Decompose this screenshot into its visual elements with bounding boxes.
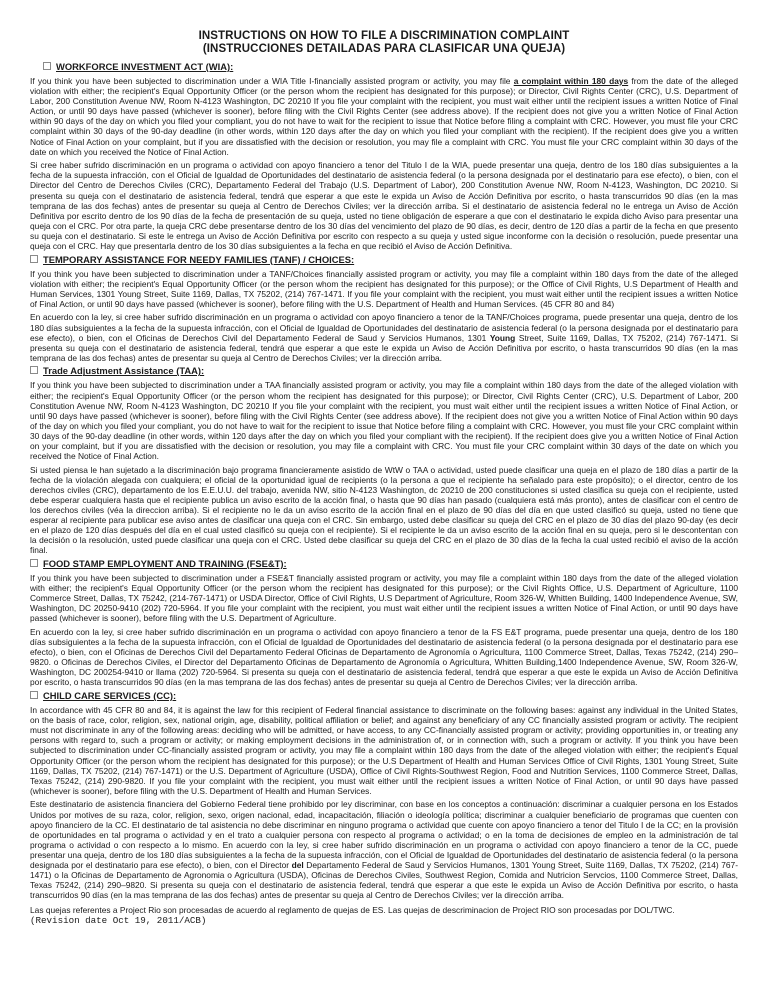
checkbox-icon[interactable]: [43, 62, 51, 70]
section-tanf: [30, 255, 738, 363]
section-heading-wia: [30, 62, 738, 73]
section-taa-paragraph-1: If you think you have been subjected to discrimination under a TAA financially assisted program or activity, you may file a complaint within 180 days from the date of the alleged violation with either; the recipient's Equal Opportunity Officer (or the person whom the recipient has designated for this purpose); or Director, Civil Rights Center (CRC), U.S. Department of Labor, 200 Constitution Avenue NW, Room N-4123 Washington, DC 20210 If you file your complaint with the recipient, you must wait either until the recipient issues a written Notice of Final Action, or until 90 days have passed (whichever is sooner), before filing with the Civil Rights Center (see address above). If the recipient does not give you a written Notice of Final Action within 90 days of the day on which you filed your compliant, you do not have to wait for the recipient to issue that Notice before filing a complaint with CRC. However, you must file your CRC complaint within 30 days of the 90-day deadline (in other words, within 120 days after the day on which you filed your compliant with the recipient). If the recipient does give you a written Notice of Final Action on your complaint, but if you are dissatisfied with the decision or resolution, you may file a complaint with CRC. You must file your CRC complaint within 30 days of the date on which you received the Notice of Final Action.: [30, 380, 738, 462]
sections: [30, 62, 738, 900]
document-title: [30, 30, 738, 56]
section-title: WORKFORCE INVESTMENT ACT (WIA):: [56, 61, 234, 72]
checkbox-icon[interactable]: [30, 255, 38, 263]
section-cc-paragraph-1: In accordance with 45 CFR 80 and 84, it is against the law for this recipient of Federal financial assistance to discriminate on the following bases: against any individual in the United States, on the basis of race, color, religion, sex, national origin, age, disability, political affiliation or belief; and against any beneficiary of any CC financially assisted program or activity. The recipient must not discriminate in any of the following areas: deciding who will be admitted, or have access, to any CC-financially assisted program or activity; providing opportunities in, or treating any persons with regard to, such a program or activity; or making employment decisions in the administration of, or in connection with, such a program or activity. If you think you have been subjected to discrimination under CC-financially assisted program or activity, you may file a complaint within 180 days from the date of the alleged violation with either; the recipient's Equal Opportunity Officer (or the person whom the recipient has designated for this purpose); or the U.S Department of Health and Human Services Office of Civil Rights, 1301 Young Street, Suite 1169, Dallas, TX 75202, (214) 767-1471) or the U.S. Department of Agriculture (USDA), Office of Civil Rights-Southwest Region, Food and Nutrition Services, 1100 Commerce Street, Dallas, Texas 75242, (214) 290-9820. If you file your complaint with the recipient, you must wait either until the recipient issues a written Notice of Final Action, or until 90 days have passed (whichever is sooner), before filing with the U.S. Department of Health and Human Services.: [30, 705, 738, 796]
section-wia: [30, 62, 738, 251]
section-fset: [30, 559, 738, 688]
section-fset-paragraph-1: If you think you have been subjected to discrimination under a FSE&T financially assisted program or activity, you may file a complaint within 180 days from the date of the alleged violation with either; the recipient's Equal Opportunity Officer (or the person whom the recipient has designated for this purpose); or the Civil Rights Office, U.S. Department of Agriculture, 1100 Commerce Street, Dallas, TX 75242, (214-767-1471) or USDA Director, Office of Civil Rights, U.S Department of Agriculture, Room 326-W, Whitten Building, 1400 Independence Avenue, SW, Washington, DC 20250-9410 (202) 720-5964. If you file your complaint with the recipient, you must wait either until the recipient issues a written Notice of Final Action, or until 90 days have passed (whichever is sooner), before filing with the U.S. Department of Agriculture.: [30, 573, 738, 624]
section-heading-tanf: [30, 255, 738, 266]
section-tanf-paragraph-1: If you think you have been subjected to discrimination under a TANF/Choices financially assisted program or activity, you may file a complaint within 180 days from the date of the alleged violation with either; the recipient's Equal Opportunity Officer (or the person whom the recipient has designated for this purpose); or the Office of Civil Rights, U.S Department of Health and Human Services, 1301 Young Street, Suite 1169, Dallas, TX 75202, (214) 767-1471. If you file your complaint with the recipient, you must wait either until the recipient issues a written Notice of Final Action, or until 90 days have passed (whichever is sooner), before filing with the U.S. Department of Health and Human Services. (45 CFR 80 and 84): [30, 268, 738, 309]
checkbox-icon[interactable]: [30, 366, 38, 374]
section-heading-taa: [30, 366, 738, 377]
section-cc: [30, 691, 738, 900]
section-heading-cc: [30, 691, 738, 702]
section-taa-paragraph-2: Si usted piensa le han sujetado a la discriminación bajo programa financieramente asistido de WtW o TAA o actividad, usted puede clasificar una queja en el plazo de 180 días a partir de la fecha de la violación alegada con cualquiera; el oficial de la oportunidad igual de recipients (o la persona a que el recipiente ha señalado para este propósito); o el director, centro de los derechos civiles (CRC), departamento de los E.E.U.U. del trabajo, avenida NW, sitio N-4123 Washington, dc 20210 de 200 constituciones si usted clasifica su queja con el recipiente, usted debe esperar cualquiera hasta que el recipiente publica un aviso escrito de la acción final, o hasta que 90 días han pasado (cualquiera está más pronto), antes de clasificar con el centro de los derechos civiles (véa la direccion arriba). Si el recipiente no le da un aviso escrito de la acción final en el plazo de 90 días del día en que usted clasificó su queja, usted no tiene que esperar al recipiente para publicar ese aviso antes de clasificar una queja con el CRC. Sin embargo, usted debe clasificar su queja del CRC en el plazo de 30 días del plazo 90-day (es decir en el plazo de 120 días después del día en el cual usted clasificó su queja con el recipiente). Si el recipiente le da un aviso escrito de la acción final en su queja, pero si le descontentan con la decisión o la resolución, usted puede clasificar una queja con el CRC. Usted debe clasificar su queja del CRC en el plazo de 30 días de la fecha la cual usted recibió el aviso de la acción final.: [30, 464, 738, 556]
section-title: Trade Adjustment Assistance (TAA):: [43, 365, 205, 377]
section-title: FOOD STAMP EMPLOYMENT AND TRAINING (FSE&T):: [43, 558, 287, 570]
section-cc-paragraph-2: Este destinatario de asistencia financiera del Gobierno Federal tiene prohibido por ley discriminar, con base en los conceptos a continuación: discriminar a cualquier persona en los Estados Unidos por motives de su raza, color, religion, sexo, origen nacional, edad, incapacitación, filiación o ideología política; discriminar a cualquier beneficiario de programas que cuenten con apoyo financiero de la CC. El destinatario de tal asistencia no debe discriminar en ninguno programa o actividad que cuente con apoyo financiero a tenor del Titulo I de la CC; en la provisión de oportunidades en tal programa o actividad y en el trato a cualquier persona con respecto al programa o actividad; o en la toma de decisiones de empleo en la administración de tal programa o actividad o con respecto a lo mismo. En acuerdo con la ley, si cree haber sufrido discriminación en un programa o actividad con apoyo financiero a tenor de la CC, puede presentar una queja, dentro de los 180 días subsiguientes a la fecha de la supuesta infracción, con el Oficial de Igualdad de Oportunidades del destinatario de asistencia federal (o la persona designada por el destinatario para ese efecto), o bien, con el Director del Departamento Federal de Saud y Servicios Humanos, 1301 Young Street, Suite 1169, Dallas, TX 75202, (214) 767-1471) o la Oficinas de Departamento de Agronomia o Agricultura (USDA), Oficinas de Derechos Civiles, Southwest Region, Comida and Nutricion Servcios, 1100 Commerce Street, Dallas, Texas 75242, (214) 290–9820. Si presenta su queja con el destinatario de asistencia federal, tendrá que esperar a que este le expida un Aviso de Acción Definitiva por escrito, o hasta transcurridos 90 días (en la mas temprana de las dos fechas) antes de presentar su queja al Centro de Derechos Civiles; ver la dirección arriba.: [30, 799, 738, 901]
revision-date-line: (Revision date Oct 19, 2011/ACB): [30, 915, 207, 927]
checkbox-icon[interactable]: [30, 691, 38, 699]
section-taa: [30, 366, 738, 555]
section-tanf-paragraph-2: En acuerdo con la ley, si cree haber sufrido discriminación en un programa o actividad con apoyo financiero a tenor de la TANF/Choices programa, puede presentar una queja, dentro de los 180 días subsiguientes a la fecha de la supuesta infracción, con el Oficial de Igualdad de Oportunidades del destinatario de asistencia federal (o la persona designada por el destinatario para ese efecto), o bien, con el Oficinas de Derechos Civil del Departamento Federal de Saud y Servicios Humanos, 1301 Young Street, Suite 1169, Dallas, TX 75202, (214) 767-1471. Si presenta su queja con el destinatario de asistencia federal, tendrá que esperar a que este le expida un Aviso de Acción Definitiva por escrito, o hasta transcurridos 90 días (en la mas temprana de las dos fechas) antes de presentar su queja al Centro de Derechos Civiles; ver la dirección arriba.: [30, 312, 738, 363]
section-title: CHILD CARE SERVICES (CC):: [43, 690, 177, 702]
section-title: TEMPORARY ASSISTANCE FOR NEEDY FAMILIES (TANF) / CHOICES:: [43, 253, 355, 265]
section-wia-paragraph-2: Si cree haber sufrido discriminación en un programa o actividad con apoyo financiero a tenor del Titulo I de la WIA, puede presentar una queja, dentro de los 180 días subsiguientes a la fecha de la supuesta infracción, con el Oficial de Igualdad de Oportunidades del destinatario de asistencia federal (o la persona designada por el destinatario para ese efecto), o bien, con el Director del Centro de Derechos Civiles (CRC), Departamento Federal del Trabajo (U.S. Department of Labor), 200 Constitution Avenue NW, Room N-4123, Washington, DC 20210. Si presenta su queja con el destinatario de asistencia federal, tendrá que esperar a que este le expida un Aviso de Acción Definitiva por escrito, o hasta transcurridos 90 días (en la mas temprana de las dos fechas) antes de presentar su queja al Centro de Derechos Civiles; ver la dirección arriba. Si el destinatario de asistencia federal no le entrega un Aviso de Acción Definitiva por escrito dentro de los 90 días de la fecha de presentación de su queja, usted no tiene obligación de esperare a que con el destinatario le expida dicho Aviso para presentar una queja con el CRC. Por otra parte, la queja CRC debe presentarse dentro de los 30 días del vencimiento del plazo de 90 días, es decir, dentro de 120 días a partir de la fecha en que presento su queja con el destinatario. Si este le entrega un Aviso de Acción Definitiva por escrito con respecto a su queja y usted sigue inconforme con la decisión o resolución, puede presentar una queja con el CRC. Hay que presentarla dentro de los 30 días subsiguientes a la fecha en que recibió el Aviso de Acción Definitiva.: [30, 160, 738, 251]
title-line-2: (INSTRUCCIONES DETAILADAS PARA CLASIFICAR UNA QUEJA): [202, 43, 566, 55]
section-fset-paragraph-2: En acuerdo con la ley, si cree haber sufrido discriminación en un programa o actividad con apoyo financiero a tenor de la FS E&T programa, puede presentar una queja, dentro de los 180 días subsiguientes a la fecha de la supuesta infracción, con el Oficial de Igualdad de Oportunidades del destinatario de asistencia federal (o la persona designada por el destinatario para ese efecto), o bien, con el Oficinas de Derechos Civil del Departamento Federal Oficinas de Departamento de Agronomía o Agricultura, 1100 Commerce Street, Dallas, Texas 75242, (214) 290–9820. o Oficinas de Derechos Civiles, el Director del Departamento Oficinas de Departamento de Agronomía o Agricultura, Whitten Building,1400 Independence Avenue, SW, Room 326-W, Washington, DC 200254-9410 or llama (202) 720-5964. Si presenta su queja con el destinatario de asistencia federal, tendrá que esperar a que este le expida un Aviso de Acción Definitiva por escrito, o hasta transcurridos 90 días (en la mas temprana de las dos fechas) antes de presentar su queja al Centro de Derechos Civiles; ver la dirección arriba.: [30, 627, 738, 688]
section-heading-fset: [30, 559, 738, 570]
section-wia-paragraph-1: If you think you have been subjected to discrimination under a WIA Title I-financially assisted program or activity, you may file a complaint within 180 days from the date of the alleged violation with either; the recipient's Equal Opportunity Officer (or the person whom the recipient has designated for this purpose); or Director, Civil Rights Center (CRC), U.S. Department of Labor, 200 Constitution Avenue NW, Room N-4123 Washington, DC 20210 If you file your complaint with the recipient, you must wait either until the recipient issues a written Notice of Final Action, or until 90 days have passed (whichever is sooner), before filing with the Civil Rights Center (see address above). If the recipient does not give you a written Notice of Final Action within 90 days of the day on which you filed your compliant, you do not have to wait for the recipient to issue that Notice before filing a complaint with CRC. However, you must file your CRC complaint within 30 days of the 90-day deadline (in other words, within 120 days after the day on which you filed your compliant with the recipient). If the recipient does give you a written Notice of Final Action on your complaint, but if you are dissatisfied with the decision or resolution, you may file a complaint with CRC. You must file your CRC complaint within 30 days of the date on which you received the Notice of Final Action.: [30, 76, 738, 157]
title-line-1: INSTRUCTIONS ON HOW TO FILE A DISCRIMINATION COMPLAINT: [198, 30, 570, 42]
checkbox-icon[interactable]: [30, 559, 38, 567]
footer-paragraph: Las quejas referentes a Project Rio son procesadas de acuerdo al reglamento de quejas de ES. Las quejas de descriminacion de Project RIO son procesadas por DOL/TWC.: [30, 905, 675, 916]
